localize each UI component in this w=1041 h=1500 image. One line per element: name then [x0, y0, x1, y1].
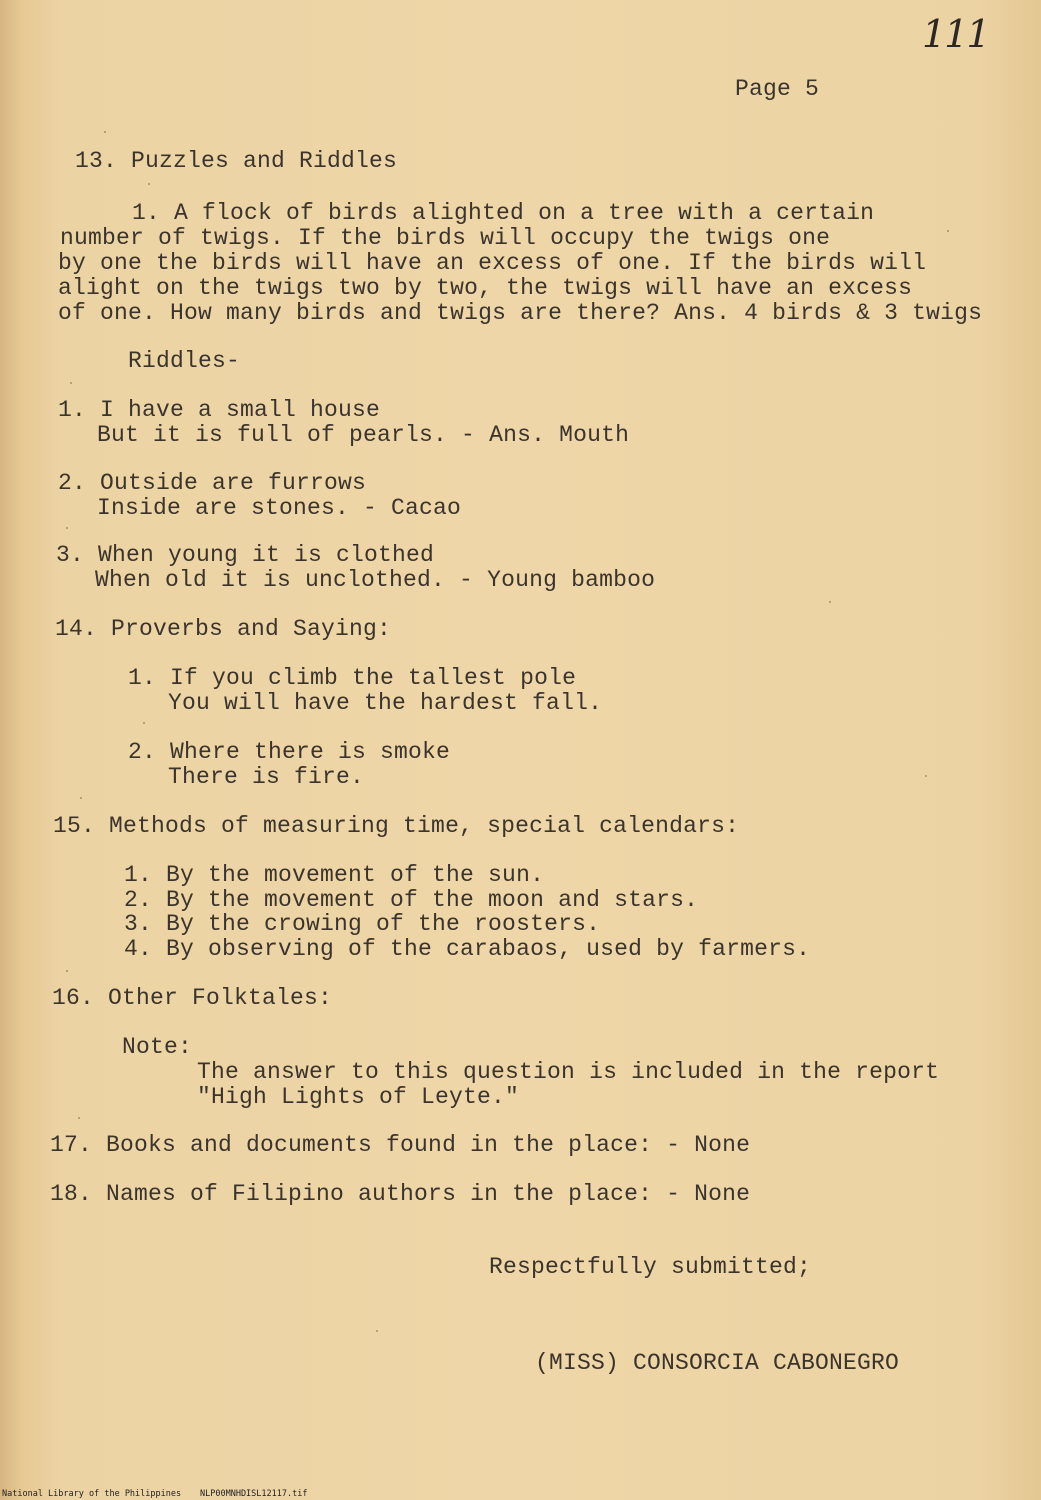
footer-filename: NLP00MNHDISL12117.tif	[200, 1489, 308, 1499]
section-14-heading: 14. Proverbs and Saying:	[55, 616, 392, 642]
page-label: Page 5	[735, 76, 820, 102]
riddle-2-line-1: 2. Outside are furrows	[58, 470, 367, 496]
time-method-3: 3. By the crowing of the roosters.	[124, 911, 601, 937]
note-line-1: The answer to this question is included in the report	[197, 1059, 940, 1085]
puzzle-line-1: 1. A flock of birds alighted on a tree with a certain	[132, 200, 875, 226]
scan-speck	[66, 970, 68, 972]
proverb-1-line-2: You will have the hardest fall.	[168, 690, 603, 716]
scan-speck	[947, 230, 949, 232]
note-line-2: "High Lights of Leyte."	[197, 1084, 520, 1110]
closing-salutation: Respectfully submitted;	[489, 1254, 812, 1280]
puzzle-line-5: of one. How many birds and twigs are there? Ans. 4 birds & 3 twigs	[58, 300, 983, 326]
handwritten-page-number: 111	[922, 12, 989, 56]
section-15-heading: 15. Methods of measuring time, special calendars:	[53, 813, 740, 839]
scan-speck	[80, 797, 82, 799]
section-18: 18. Names of Filipino authors in the place: - None	[50, 1181, 751, 1207]
scan-speck	[66, 527, 68, 529]
scan-speck	[78, 1117, 80, 1119]
proverb-2-line-2: There is fire.	[168, 764, 365, 790]
scan-speck	[70, 382, 72, 384]
riddle-1-line-2: But it is full of pearls. - Ans. Mouth	[97, 422, 630, 448]
riddle-3-line-1: 3. When young it is clothed	[56, 542, 435, 568]
section-16-heading: 16. Other Folktales:	[52, 985, 333, 1011]
scan-speck	[925, 775, 927, 777]
time-method-4: 4. By observing of the carabaos, used by farmers.	[124, 936, 811, 962]
puzzle-line-2: number of twigs. If the birds will occupy the twigs one	[60, 225, 831, 251]
note-label: Note:	[122, 1034, 193, 1060]
section-17: 17. Books and documents found in the place: - None	[50, 1132, 751, 1158]
proverb-2-line-1: 2. Where there is smoke	[128, 739, 451, 765]
puzzle-line-3: by one the birds will have an excess of one. If the birds will	[58, 250, 927, 276]
scan-speck	[829, 601, 831, 603]
signatory-name: (MISS) CONSORCIA CABONEGRO	[535, 1350, 900, 1376]
time-method-1: 1. By the movement of the sun.	[124, 862, 545, 888]
section-13-heading: 13. Puzzles and Riddles	[75, 148, 398, 174]
puzzle-line-4: alight on the twigs two by two, the twigs will have an excess	[58, 275, 913, 301]
scan-speck	[104, 131, 106, 133]
riddle-2-line-2: Inside are stones. - Cacao	[97, 495, 462, 521]
riddle-1-line-1: 1. I have a small house	[58, 397, 381, 423]
proverb-1-line-1: 1. If you climb the tallest pole	[128, 665, 577, 691]
riddles-heading: Riddles-	[128, 348, 241, 374]
time-method-2: 2. By the movement of the moon and stars.	[124, 887, 699, 913]
footer-institution: National Library of the Philippines	[2, 1489, 182, 1499]
riddle-3-line-2: When old it is unclothed. - Young bamboo	[95, 567, 656, 593]
scan-speck	[148, 183, 150, 185]
scan-speck	[376, 1330, 378, 1332]
scan-speck	[143, 722, 145, 724]
